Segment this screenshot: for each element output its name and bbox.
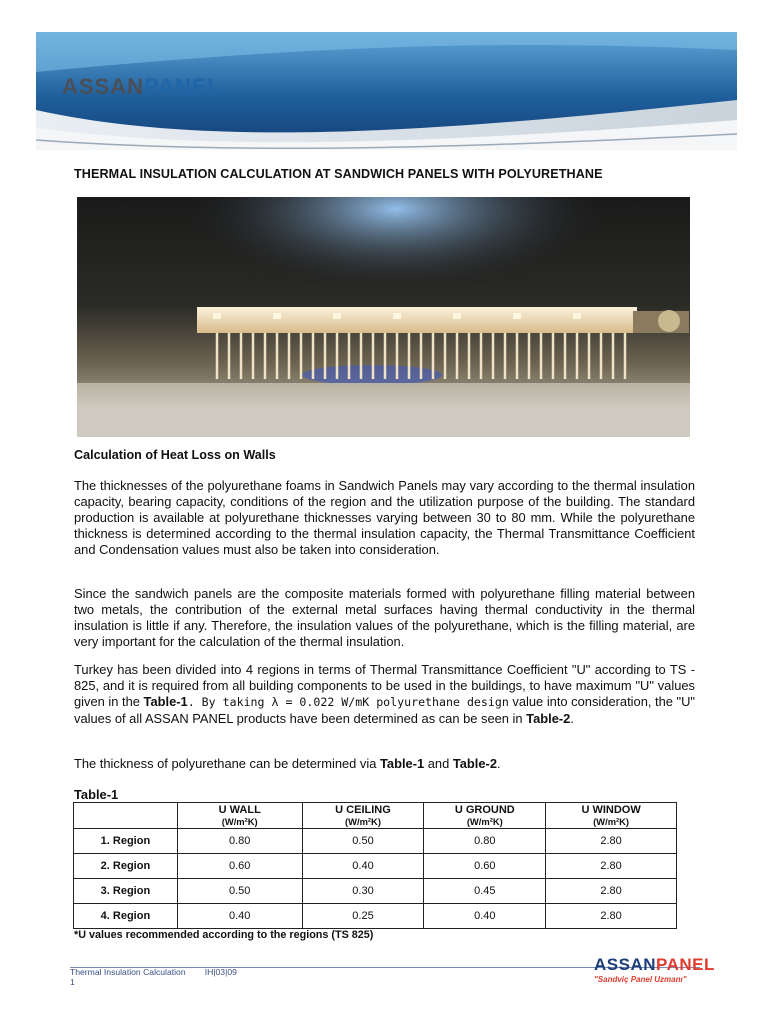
region-cell: 1. Region [74, 829, 178, 854]
lambda-text: . By taking λ = 0.022 W/mK polyurethane design [187, 694, 509, 709]
footer-slogan: "Sandviç Panel Uzmanı" [594, 975, 687, 984]
table-row [74, 829, 677, 854]
column-header [302, 803, 424, 829]
page-number: 1 [70, 977, 75, 987]
column-header-name: U GROUND [454, 804, 515, 816]
table-cell: 0.60 [424, 854, 546, 879]
paragraph-1: The thicknesses of the polyurethane foams in Sandwich Panels may vary according to the thermal insulation capacity, bearing capacity, conditions of the region and the utilization purpose of the building. The standard production is available at polyurethane thicknesses varying between 30 to 80 mm. While the polyurethane thickness is determined according to the thermal insulation capacity, the Thermal Transmittance Coefficient and Condensation values must also be taken into consideration. [74, 478, 695, 557]
table-cell: 2.80 [546, 879, 677, 904]
table-cell: 0.80 [177, 829, 302, 854]
column-header [424, 803, 546, 829]
column-header [546, 803, 677, 829]
paragraph-3 [74, 662, 695, 727]
header-banner [36, 32, 737, 150]
table-row [74, 879, 677, 904]
table-footnote: *U values recommended according to the regions (TS 825) [74, 929, 374, 941]
table1-reference: Table-1 [379, 756, 425, 771]
table2-reference: Table-2 [526, 710, 571, 726]
table-cell: 0.40 [302, 854, 424, 879]
table2-reference: Table-2 [452, 756, 498, 771]
header-logo [62, 74, 222, 100]
table-cell: 2.80 [546, 854, 677, 879]
table-cell: 0.25 [302, 904, 424, 929]
logo-panel-text: PANEL [144, 74, 222, 99]
paragraph-4-text-c: and [424, 756, 453, 771]
panel-photo [77, 197, 690, 437]
region-cell: 2. Region [74, 854, 178, 879]
document-title: THERMAL INSULATION CALCULATION AT SANDWICH PANELS WITH POLYURETHANE [74, 167, 603, 181]
footer-logo-assan-text: ASSAN [594, 955, 657, 974]
paragraph-4-text-a: The thickness of polyurethane can be determined via [74, 756, 380, 771]
u-values-table [73, 802, 677, 929]
table1-reference: Table-1 [143, 693, 188, 709]
region-cell: 3. Region [74, 879, 178, 904]
table-row [74, 854, 677, 879]
table-cell: 0.80 [424, 829, 546, 854]
paragraph-3-text-d: value into consideration, the "U" values of all ASSAN PANEL products have been determined as can be seen in [74, 693, 695, 726]
column-header-name: U CEILING [335, 804, 391, 816]
logo-assan-text: ASSAN [62, 74, 145, 99]
paragraph-4-text-e: . [497, 756, 501, 771]
paragraph-2: Since the sandwich panels are the composite materials formed with polyurethane filling material between two metals, the contribution of the external metal surfaces having thermal conductivity in the thermal insulation is little if any. Therefore, the insulation values of the polyurethane, which is the filling material, are very important for the calculation of the thermal insulation. [74, 586, 695, 649]
footer-logo-panel-text: PANEL [656, 955, 715, 974]
table-cell: 0.50 [302, 829, 424, 854]
table-cell: 2.80 [546, 904, 677, 929]
table-cell: 0.60 [177, 854, 302, 879]
footer-document-info: Thermal Insulation Calculation IH|03|09 [70, 967, 237, 977]
table-cell: 0.45 [424, 879, 546, 904]
table-cell: 0.50 [177, 879, 302, 904]
paragraph-3-text-f: . [570, 710, 574, 726]
table-cell: 2.80 [546, 829, 677, 854]
region-cell: 4. Region [74, 904, 178, 929]
table-cell: 0.30 [302, 879, 424, 904]
table-header-row [74, 803, 677, 829]
table-label: Table-1 [74, 787, 119, 802]
column-header-name: U WALL [218, 804, 261, 816]
footer-logo [588, 955, 715, 991]
column-header-unit: (W/m²K) [345, 816, 381, 827]
column-header [177, 803, 302, 829]
column-header-unit: (W/m²K) [466, 816, 503, 827]
table-cell: 0.40 [177, 904, 302, 929]
paragraph-4 [74, 756, 695, 772]
table-row [74, 904, 677, 929]
column-header-unit: (W/m²K) [221, 816, 258, 827]
table-corner-cell [74, 803, 178, 829]
column-header-name: U WINDOW [581, 804, 641, 816]
section-heading: Calculation of Heat Loss on Walls [74, 448, 276, 462]
paragraph-3-text-a: Turkey has been divided into 4 regions in terms of Thermal Transmittance Coefficient "U" according to TS - 825, and it is required from all building components to be used in the buildings, to have maximum "U" values given in the [74, 662, 695, 709]
table-cell: 0.40 [424, 904, 546, 929]
column-header-unit: (W/m²K) [593, 816, 630, 827]
